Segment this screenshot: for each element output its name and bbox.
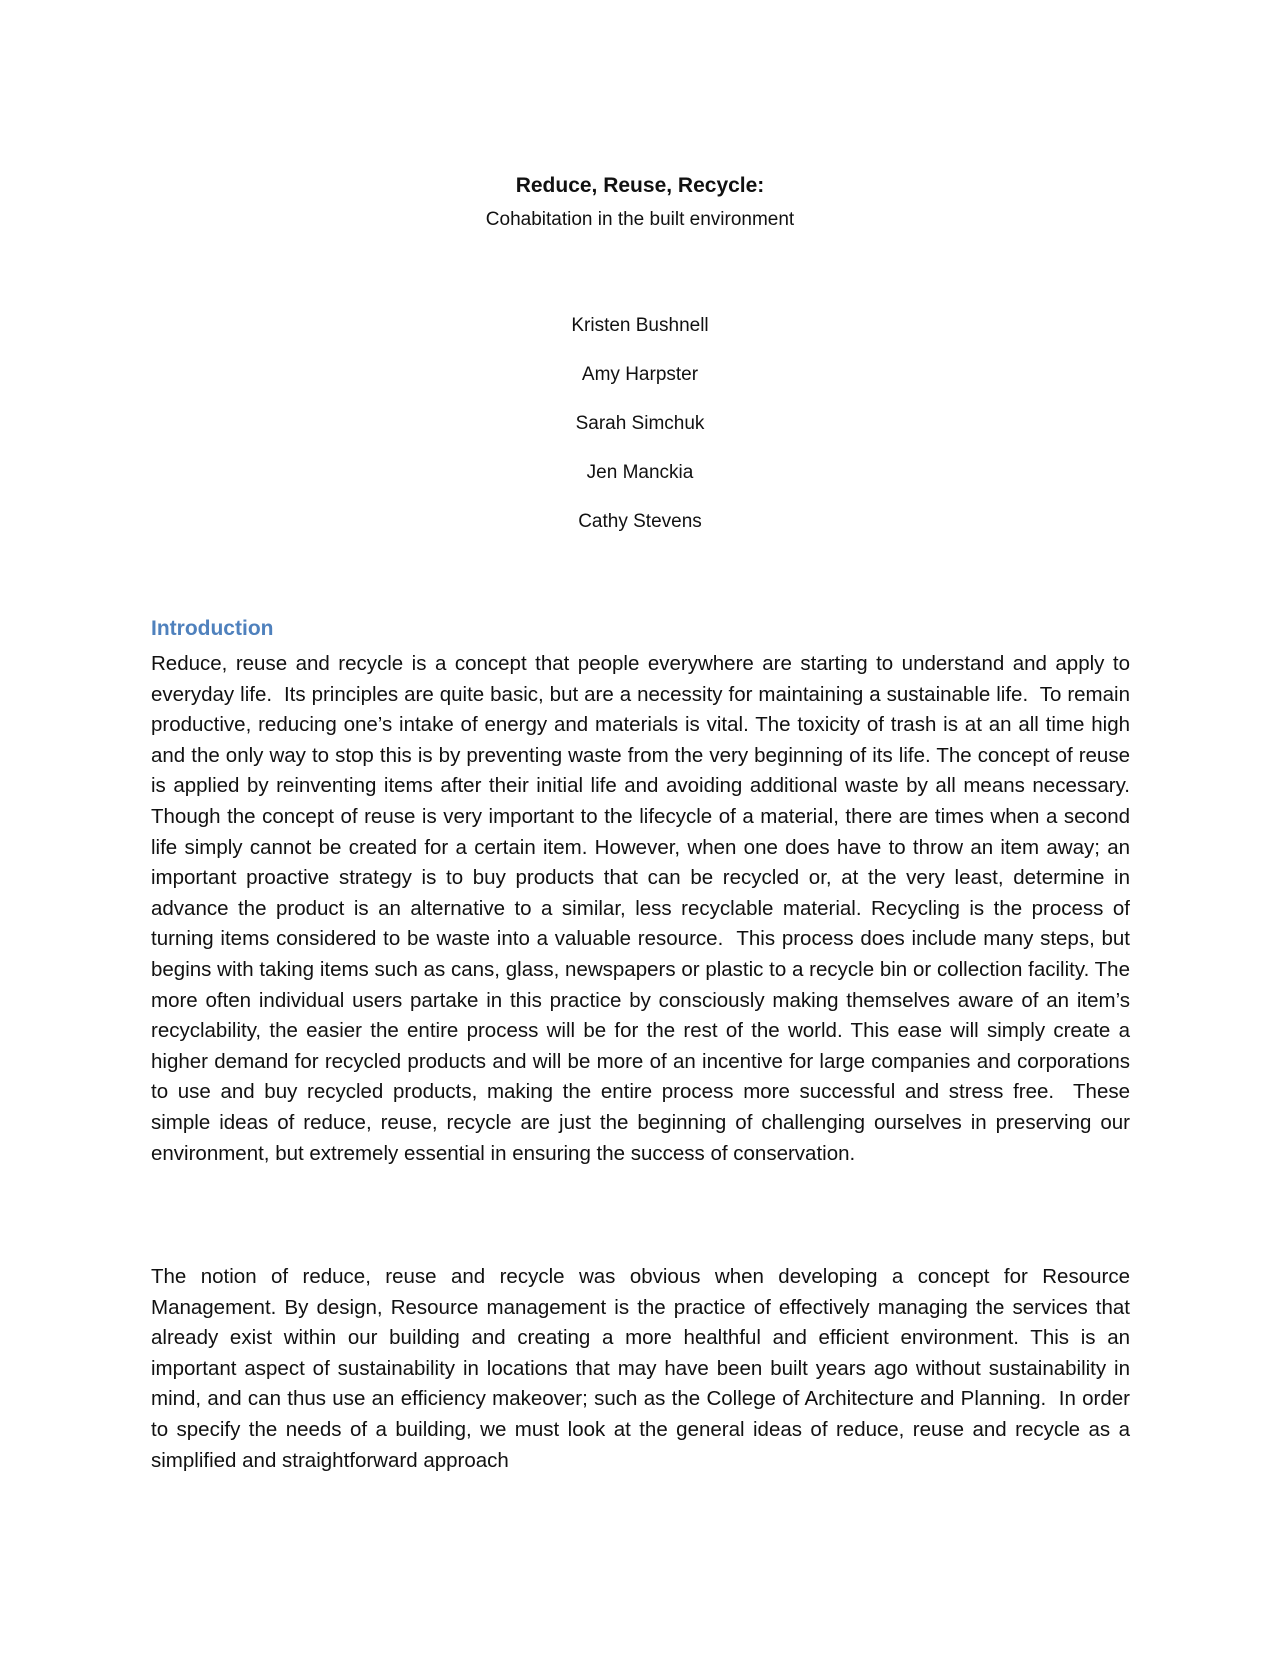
author-name: Amy Harpster — [581, 364, 699, 385]
body-paragraph: Reduce, reuse and recycle is a concept that people everywhere are starting to understand and apply to everyday life. Its principles are quite basic, but are a necessity for maintaining a sustainable life. To remain productive, reducing one’s intake of energy and materials is vital. The toxicity of trash is at an all time high and the only way to stop this is by preventing waste from the very beginning of its life. The concept of reuse is applied by reinventing items after their initial life and avoiding additional waste by all means necessary. Though the concept of reuse is very important to the lifecycle of a material, there are times when a second life simply cannot be created for a certain item. However, when one does have to throw an item away; an important proactive strategy is to buy products that can be recycled or, at the very least, determine in advance the product is an alternative to a similar, less recyclable material. Recycling is the process of turning items considered to be waste into a valuable resource. This process does include many steps, but begins with taking items such as cans, glass, newspapers or plastic to a recycle bin or collection facility. The more often individual users partake in this practice by consciously making themselves aware of an item’s recyclability, the easier the entire process will be for the rest of the world. This ease will simply create a higher demand for recycled products and will be more of an incentive for large companies and corporations to use and buy recycled products, making the entire process more successful and stress free. These simple ideas of reduce, reuse, recycle are just the beginning of challenging ourselves in preserving our environment, but extremely essential in ensuring the success of conservation. — [151, 652, 1136, 1165]
author-name: Sarah Simchuk — [575, 413, 705, 434]
author-name: Jen Manckia — [586, 462, 694, 483]
author-name: Cathy Stevens — [578, 511, 702, 532]
document-subtitle: Cohabitation in the built environment — [485, 209, 795, 230]
document-title: Reduce, Reuse, Recycle: — [515, 174, 765, 197]
body-paragraph: The notion of reduce, reuse and recycle was obvious when developing a concept for Resource Management. By design, Resource management is the practice of effectively managing the services that already exist within our building and creating a more healthful and efficient environment. This is an important aspect of sustainability in locations that may have been built years ago without sustainability in mind, and can thus use an efficiency makeover; such as the College of Architecture and Planning. In order to specify the needs of a building, we must look at the general ideas of reduce, reuse and recycle as a simplified and straightforward approach — [151, 1265, 1136, 1472]
section-heading: Introduction — [151, 617, 274, 640]
author-list — [0, 312, 1280, 557]
author-name: Kristen Bushnell — [571, 315, 709, 336]
